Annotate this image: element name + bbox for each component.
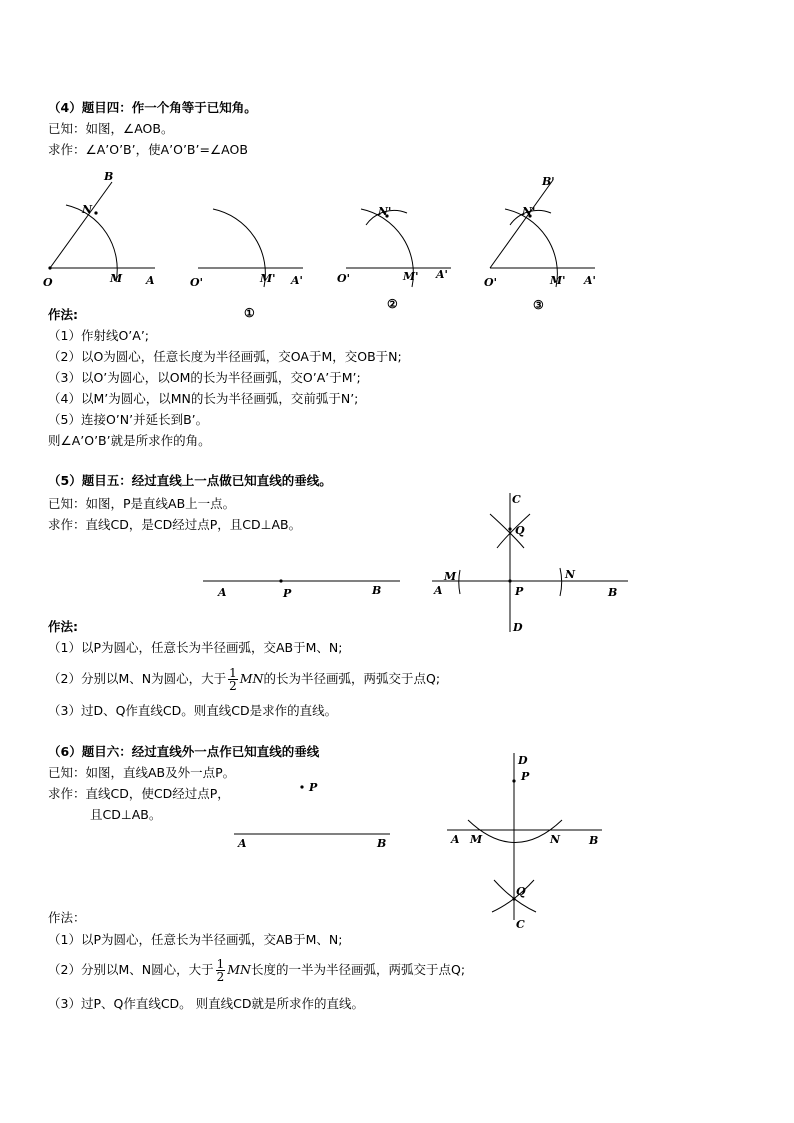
fig2-label-a: A' (291, 274, 303, 287)
section4-conclusion: 则∠A’O’B’就是所求作的角。 (48, 433, 211, 448)
section6-step-2-pre: （2）分别以M、N圆心，大于 (48, 962, 214, 977)
fig4-number: ③ (533, 298, 544, 312)
fig3-label-a: A' (436, 268, 448, 281)
fig3-label-m: M' (403, 270, 419, 283)
fig3-label-n: N' (378, 205, 392, 218)
fig6a-label-p: P (309, 781, 318, 794)
fig4-label-o: O' (484, 276, 497, 289)
fig2-label-o: O' (190, 276, 203, 289)
fig5b-label-p: P (515, 585, 524, 598)
fig1-label-b: B (104, 170, 114, 183)
fig5a-label-b: B (372, 584, 382, 597)
section6-step-1: （1）以P为圆心，任意长为半径画弧，交AB于M、N; (48, 932, 343, 947)
section5-step-1: （1）以P为圆心，任意长为半径画弧，交AB于M、N; (48, 640, 343, 655)
fig3-number: ② (387, 297, 398, 311)
fig6b-label-a: A (451, 833, 460, 846)
fig5b-label-q: Q (515, 524, 525, 537)
fig6b-label-b: B (589, 834, 599, 847)
section6-step-2 (48, 955, 465, 985)
section4-step: （5）连接O’N’并延长到B’。 (48, 412, 209, 427)
fig4-label-m: M' (550, 274, 566, 287)
fig5a-label-p: P (283, 587, 292, 600)
fraction-half (216, 958, 226, 983)
segment-mn: MN (227, 962, 251, 977)
fig5b-label-n: N (565, 568, 576, 581)
section4-step: （1）作射线O’A’; (48, 328, 150, 343)
section4-step: （2）以O为圆心，任意长度为半径画弧，交OA于M，交OB于N; (48, 349, 402, 364)
section4-title: （4）题目四：作一个角等于已知角。 (48, 100, 257, 115)
section4-method-label: 作法: (48, 307, 78, 322)
fig4-label-a: A' (584, 274, 596, 287)
section6-given: 已知：如图，直线AB及外一点P。 (48, 765, 236, 780)
section5-step-3: （3）过D、Q作直线CD。则直线CD是求作的直线。 (48, 703, 338, 718)
section4-step: （4）以M’为圆心，以MN的长为半径画弧，交前弧于N’; (48, 391, 359, 406)
fig4-label-n: N' (522, 205, 536, 218)
section6-step-3: （3）过P、Q作直线CD。 则直线CD就是所求作的直线。 (48, 996, 365, 1011)
fraction-numerator: 1 (229, 666, 237, 680)
fraction-denominator: 2 (216, 970, 225, 984)
section5-step-2-post: 的长为半径画弧，两弧交于点Q; (263, 671, 441, 686)
fig2-label-m: M' (260, 272, 276, 285)
fig6b-label-d: D (518, 754, 528, 767)
section4-given: 已知：如图，∠AOB。 (48, 121, 174, 136)
section4-requirement: 求作：∠A’O’B’，使A’O’B’=∠AOB (48, 142, 248, 157)
fig3-label-o: O' (337, 272, 350, 285)
section5-step-2-pre: （2）分别以M、N为圆心，大于 (48, 671, 227, 686)
section5-title: （5）题目五：经过直线上一点做已知直线的垂线。 (48, 473, 332, 488)
section6-method-label: 作法： (48, 910, 86, 925)
fig5b-label-c: C (512, 493, 521, 506)
section6-requirement-2: 且CD⊥AB。 (90, 807, 162, 822)
fig5b-label-d: D (513, 621, 523, 634)
fig1-label-n: N (82, 203, 93, 216)
fig5b-label-a: A (434, 584, 443, 597)
fig4-label-b: B' (542, 175, 555, 188)
section5-method-label: 作法: (48, 619, 78, 634)
section5-requirement: 求作：直线CD，是CD经过点P，且CD⊥AB。 (48, 517, 302, 532)
fraction-denominator: 2 (229, 679, 237, 693)
fig6b-label-p: P (521, 770, 530, 783)
section6-title: （6）题目六：经过直线外一点作已知直线的垂线 (48, 744, 320, 759)
fig1-label-a: A (146, 274, 155, 287)
section6-step-2-post: 长度的一半为半径画弧，两弧交于点Q; (250, 962, 466, 977)
fig1-label-o: O (43, 276, 53, 289)
fig6a-label-a: A (238, 837, 247, 850)
fig6b-label-n: N (550, 833, 561, 846)
fig6b-label-m: M (470, 833, 483, 846)
fig6b-label-q: Q (516, 885, 526, 898)
fig5b-label-b: B (608, 586, 618, 599)
segment-mn: MN (239, 671, 264, 686)
section6-requirement-1: 求作：直线CD，使CD经过点P， (48, 786, 230, 801)
fig6b-label-c: C (516, 918, 525, 931)
section5-given: 已知：如图，P是直线AB上一点。 (48, 496, 236, 511)
fraction-numerator: 1 (216, 957, 225, 971)
section4-step: （3）以O’为圆心，以OM的长为半径画弧，交O’A’于M’; (48, 370, 361, 385)
fig6a-label-b: B (377, 837, 387, 850)
fig2-number: ① (244, 306, 255, 320)
fig1-label-m: M (110, 272, 123, 285)
fig5b-label-m: M (444, 570, 457, 583)
fig5a-label-a: A (218, 586, 227, 599)
